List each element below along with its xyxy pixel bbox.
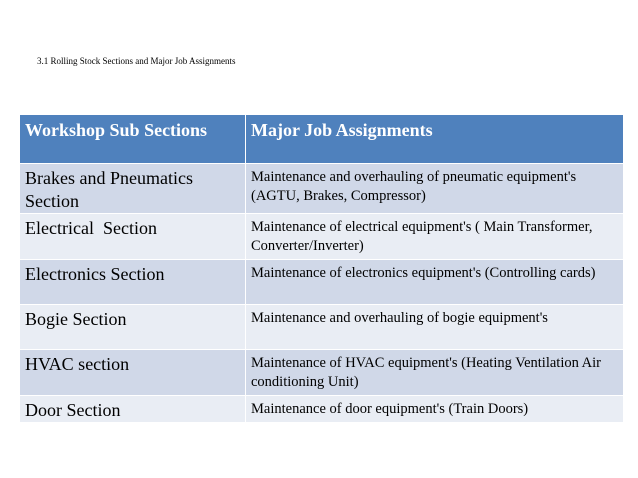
job-assignment: Maintenance of electronics equipment's (Controlling cards): [246, 260, 624, 305]
table-row: [20, 260, 624, 305]
section-name: Electrical Section: [20, 214, 246, 260]
job-assignment: Maintenance of electrical equipment's ( Main Transformer, Converter/Inverter): [246, 214, 624, 260]
section-name: Brakes and Pneumatics Section: [20, 164, 246, 214]
job-assignment: Maintenance of door equipment's (Train Doors): [246, 396, 624, 423]
job-assignment: Maintenance and overhauling of pneumatic equipment's (AGTU, Brakes, Compressor): [246, 164, 624, 214]
table-row: [20, 305, 624, 350]
table-header-row: [20, 115, 624, 164]
table-row: [20, 396, 624, 423]
section-name: Electronics Section: [20, 260, 246, 305]
table-row: [20, 350, 624, 396]
table-row: [20, 164, 624, 214]
section-name: Bogie Section: [20, 305, 246, 350]
table-row: [20, 214, 624, 260]
job-assignment: Maintenance and overhauling of bogie equipment's: [246, 305, 624, 350]
job-assignment: Maintenance of HVAC equipment's (Heating Ventilation Air conditioning Unit): [246, 350, 624, 396]
section-name: HVAC section: [20, 350, 246, 396]
header-job-assignments: Major Job Assignments: [246, 115, 624, 164]
header-sub-sections: Workshop Sub Sections: [20, 115, 246, 164]
job-assignments-table: [19, 114, 624, 423]
section-name: Door Section: [20, 396, 246, 423]
slide-caption: 3.1 Rolling Stock Sections and Major Job Assignments: [37, 56, 236, 66]
